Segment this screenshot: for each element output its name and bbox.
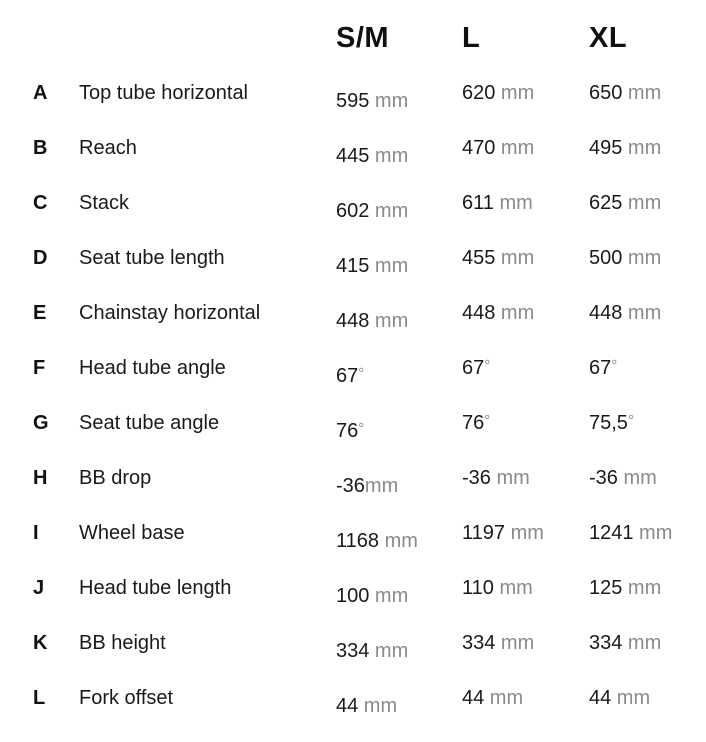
table-row [0,467,706,522]
value-cell-xl [589,412,634,435]
column-header-l: L [462,22,481,54]
row-letter: D [33,247,48,269]
row-label: Wheel base [79,522,185,544]
value-unit: mm [369,145,409,167]
value-number: 1197 [462,522,506,544]
value-number: 76 [336,420,359,442]
value-unit: mm [622,192,662,214]
column-header-sm: S/M [336,22,390,54]
value-cell-l [462,467,530,490]
value-cell-l [462,687,523,710]
value-number: 100 [336,585,370,607]
value-number: 334 [589,632,623,654]
row-label: Seat tube length [79,247,225,269]
value-number: -36 [589,467,618,489]
value-unit: ° [358,365,365,382]
value-cell-xl [589,302,661,325]
row-label: Seat tube angle [79,412,220,434]
value-cell-xl [589,687,650,710]
value-unit: mm [379,530,418,552]
value-number: 334 [336,640,370,662]
value-cell-xl [589,247,661,270]
row-letter: K [33,632,48,654]
row-letter: G [33,412,49,434]
value-number: 67 [589,357,612,379]
row-letter: A [33,82,48,104]
table-row [0,82,706,137]
row-letter: F [33,357,46,379]
value-unit: mm [490,467,530,489]
row-label: BB drop [79,467,152,489]
value-cell-l [462,522,544,545]
value-unit: ° [358,420,365,437]
value-cell-xl [589,192,661,215]
row-label: Chainstay horizontal [79,302,261,324]
value-unit: mm [364,475,399,497]
value-cell-sm [336,255,408,278]
value-cell-sm [336,585,408,608]
table-row [0,357,706,412]
value-cell-l [462,357,490,380]
value-cell-sm [336,310,408,333]
value-number: -36 [336,475,365,497]
table-row [0,247,706,302]
value-cell-sm [336,145,408,168]
value-unit: ° [627,412,634,429]
value-number: 1168 [336,530,380,552]
value-number: 67 [462,357,485,379]
row-letter: C [33,192,48,214]
table-row [0,522,706,577]
table-row [0,302,706,357]
value-unit: mm [505,522,544,544]
row-label: Head tube length [79,577,232,599]
value-unit: mm [495,247,535,269]
value-cell-l [462,137,534,160]
value-number: 44 [589,687,612,709]
value-number: 495 [589,137,623,159]
value-cell-xl [589,577,661,600]
value-cell-xl [589,357,617,380]
row-label: Stack [79,192,130,214]
value-unit: mm [622,632,662,654]
value-unit: mm [622,82,662,104]
value-number: 67 [336,365,359,387]
value-cell-sm [336,530,418,553]
row-letter: B [33,137,48,159]
value-number: 76 [462,412,485,434]
value-number: 500 [589,247,623,269]
table-row [0,137,706,192]
value-cell-l [462,192,533,215]
value-unit: mm [369,255,409,277]
value-unit: ° [484,412,491,429]
table-row [0,577,706,632]
value-number: 44 [462,687,485,709]
value-unit: mm [495,302,535,324]
value-unit: mm [617,467,657,489]
value-cell-sm [336,90,408,113]
value-cell-l [462,412,490,435]
value-unit: mm [495,82,535,104]
value-number: 448 [589,302,623,324]
value-cell-sm [336,475,398,498]
value-cell-xl [589,467,657,490]
value-number: 445 [336,145,370,167]
value-unit: mm [369,640,409,662]
row-letter: J [33,577,45,599]
value-unit: mm [622,577,662,599]
value-number: 650 [589,82,623,104]
value-number: 595 [336,90,370,112]
value-cell-sm [336,200,408,223]
row-label: Fork offset [79,687,174,709]
value-number: 620 [462,82,496,104]
value-cell-l [462,577,533,600]
row-label: Top tube horizontal [79,82,249,104]
table-row [0,192,706,247]
value-unit: mm [369,200,409,222]
value-unit: mm [495,137,535,159]
value-cell-sm [336,640,408,663]
value-unit: ° [484,357,491,374]
value-number: 448 [462,302,496,324]
row-label: Head tube angle [79,357,226,379]
value-number: 602 [336,200,370,222]
row-letter: E [33,302,47,324]
value-unit: mm [622,247,662,269]
table-row [0,632,706,687]
value-cell-l [462,247,534,270]
value-unit: mm [622,137,662,159]
value-unit: ° [611,357,618,374]
value-cell-l [462,302,534,325]
value-unit: mm [493,192,533,214]
value-number: 448 [336,310,370,332]
row-label: BB height [79,632,166,654]
value-cell-sm [336,695,397,718]
table-row [0,687,706,742]
column-header-xl: XL [589,22,628,54]
value-cell-xl [589,137,661,160]
table-row [0,412,706,467]
value-number: 75,5 [589,412,628,434]
value-number: -36 [462,467,491,489]
value-number: 44 [336,695,359,717]
value-number: 1241 [589,522,634,544]
value-number: 415 [336,255,370,277]
value-unit: mm [495,632,535,654]
value-cell-sm [336,365,364,388]
value-number: 110 [462,577,494,599]
value-number: 625 [589,192,623,214]
value-cell-xl [589,632,661,655]
value-number: 470 [462,137,496,159]
value-unit: mm [369,310,409,332]
value-number: 455 [462,247,496,269]
row-letter: I [33,522,39,544]
value-cell-sm [336,420,364,443]
value-cell-l [462,82,534,105]
value-unit: mm [369,90,409,112]
value-number: 611 [462,192,494,214]
row-label: Reach [79,137,137,159]
value-cell-l [462,632,534,655]
value-unit: mm [622,302,662,324]
value-cell-xl [589,82,661,105]
value-unit: mm [484,687,524,709]
value-number: 334 [462,632,496,654]
row-letter: H [33,467,48,489]
value-number: 125 [589,577,623,599]
value-cell-xl [589,522,672,545]
value-unit: mm [633,522,673,544]
value-unit: mm [358,695,398,717]
value-unit: mm [493,577,533,599]
value-unit: mm [611,687,651,709]
size-header [0,22,706,62]
row-letter: L [33,687,46,709]
value-unit: mm [369,585,409,607]
